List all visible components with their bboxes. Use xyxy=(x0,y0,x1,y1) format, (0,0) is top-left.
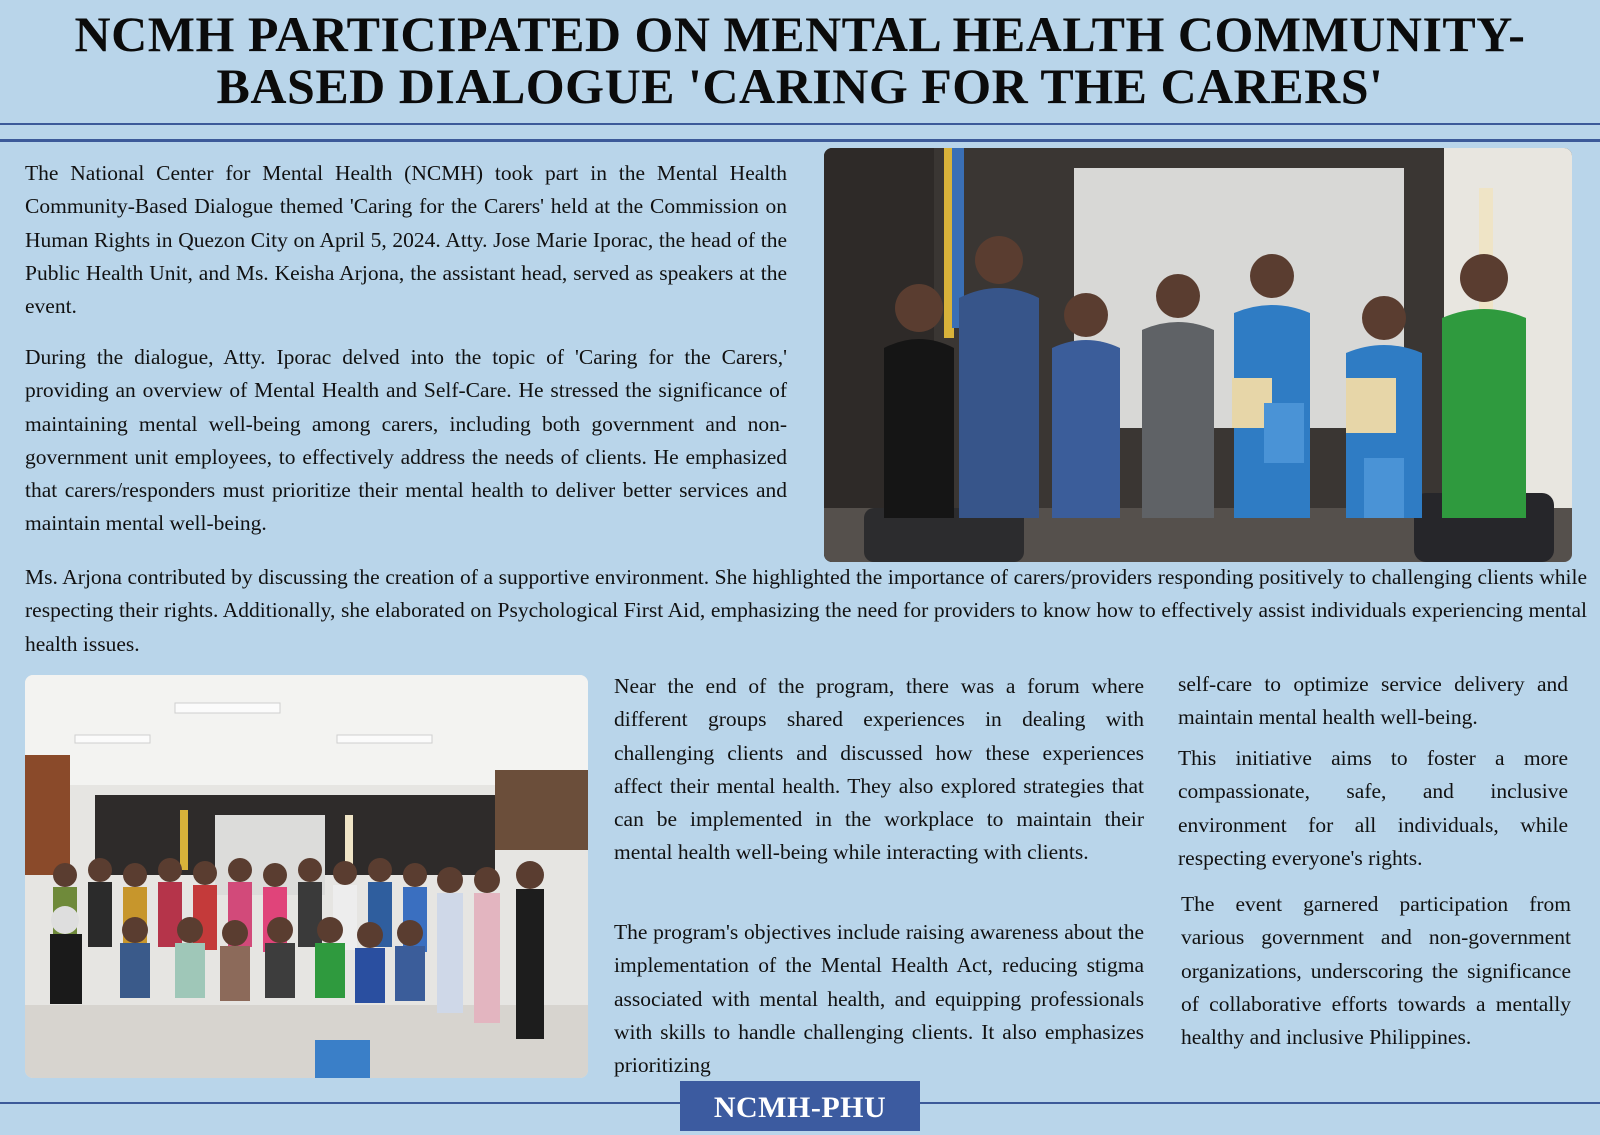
paragraph-participation: The event garnered participation from various government and non-government organizations, underscoring the significance of collaborative efforts towards a mentally healthy and inclusive Philippines. xyxy=(1181,892,1571,1050)
paragraph-initiative: This initiative aims to foster a more compassionate, safe, and inclusive environment for all individuals, while respecting everyone's rights. xyxy=(1178,746,1568,870)
paragraph-dialogue: During the dialogue, Atty. Iporac delved into the topic of 'Caring for the Carers,' providing an overview of Mental Health and Self-Care. He stressed the significance of maintaining mental well-being among carers, including both government and non-government unit employees, to effectively address the needs of clients. He emphasized that carers/responders must prioritize their mental health to deliver better services and maintain mental well-being. xyxy=(25,345,787,536)
speakers-group-photo xyxy=(824,148,1572,562)
page-title xyxy=(0,8,1600,112)
footer-badge: NCMH-PHU xyxy=(680,1081,920,1131)
header-divider-thick xyxy=(0,139,1600,142)
header-divider xyxy=(0,123,1600,125)
paragraph-intro: The National Center for Mental Health (NCMH) took part in the Mental Health Community-Based Dialogue themed 'Caring for the Carers' held at the Commission on Human Rights in Quezon City on April 5, 2024. Atty. Jose Marie Iporac, the head of the Public Health Unit, and Ms. Keisha Arjona, the assistant head, served as speakers at the event. xyxy=(25,161,787,319)
paragraph-arjona: Ms. Arjona contributed by discussing the creation of a supportive environment. She highlighted the importance of carers/providers responding positively to challenging clients while respecting their rights. Additionally, she elaborated on Psychological First Aid, emphasizing the need for providers to know how to effectively assist individuals experiencing mental health issues. xyxy=(25,565,1587,656)
participants-group-photo xyxy=(25,675,588,1078)
paragraph-selfcare: self-care to optimize service delivery and maintain mental health well-being. xyxy=(1178,672,1568,730)
title-line-1: NCMH PARTICIPATED ON MENTAL HEALTH COMMUNITY- xyxy=(74,6,1526,62)
title-line-2: BASED DIALOGUE 'CARING FOR THE CARERS' xyxy=(216,58,1384,114)
paragraph-objectives: The program's objectives include raising awareness about the implementation of the Mental Health Act, reducing stigma associated with mental health, and equipping professionals with skills to handle challenging clients. It also emphasizes prioritizing xyxy=(614,920,1144,1078)
paragraph-forum: Near the end of the program, there was a forum where different groups shared experiences in dealing with challenging clients and discussed how these experiences affect their mental health. They also explored strategies that can be implemented in the workplace to maintain their mental health well-being while interacting with clients. xyxy=(614,674,1144,865)
